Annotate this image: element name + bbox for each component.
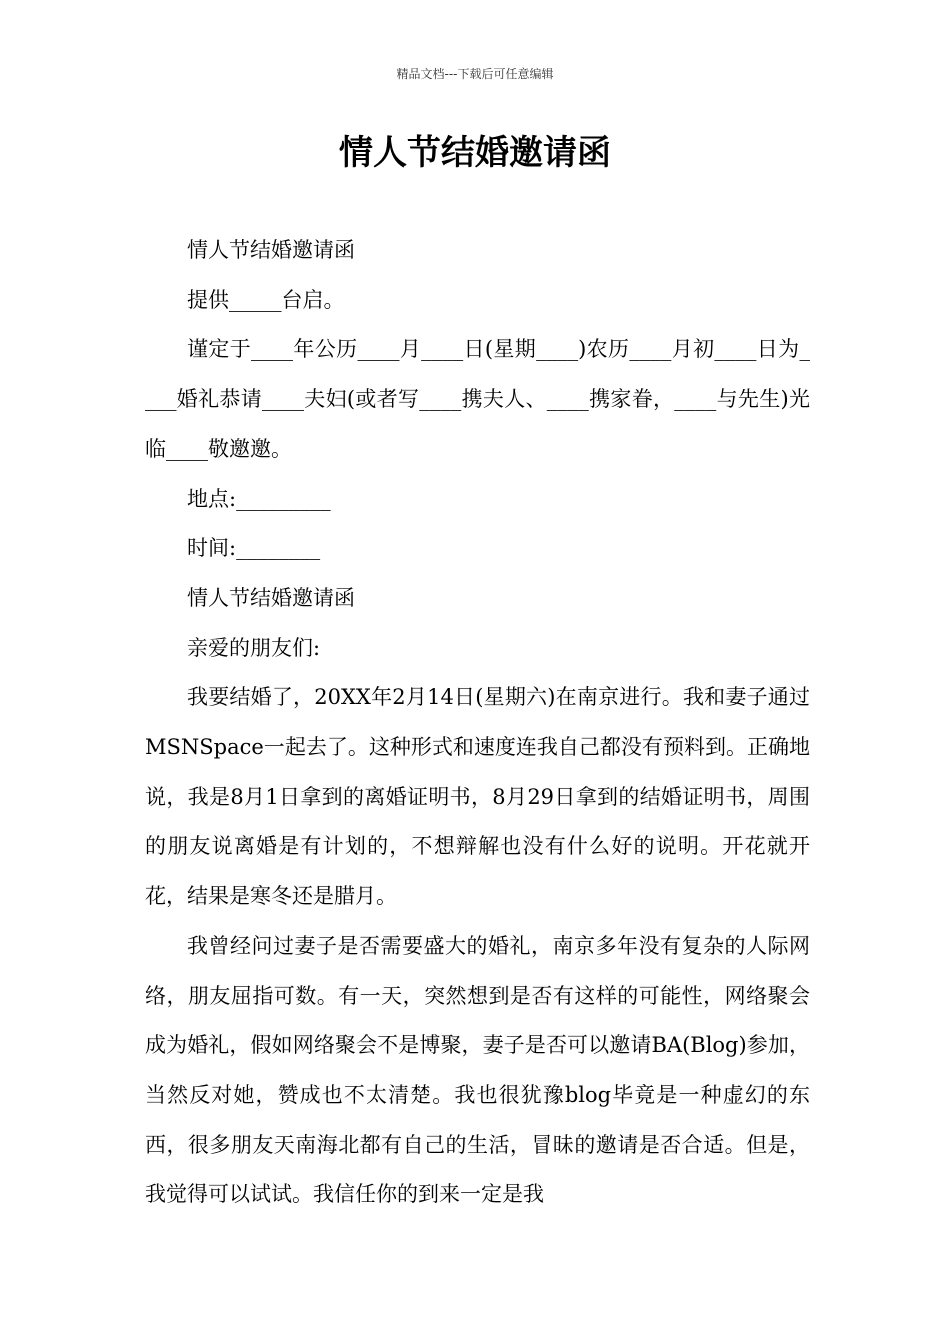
- paragraph-greeting: 亲爱的朋友们:: [187, 635, 321, 660]
- document-body: [145, 226, 810, 1220]
- header-note: 精品文档---下载后可任意编辑: [396, 67, 554, 81]
- paragraph-subtitle-2: 情人节结婚邀请函: [187, 585, 355, 610]
- document-title: 情人节结婚邀请函: [339, 133, 611, 173]
- paragraph-invitation-template: 谨定于____年公历____月____日(星期____)农历____月初____日为____婚礼恭请____夫妇(或者写____携夫人、____携家眷，____与先生)光临____敬邀邀。: [145, 337, 810, 461]
- paragraph-time: 时间:________: [187, 536, 321, 561]
- paragraph-location: 地点:_________: [187, 486, 331, 511]
- paragraph-body: 我要结婚了，20XX年2月14日(星期六)在南京进行。我和妻子通过MSNSpace一起去了。这种形式和速度连我自己都没有预料到。正确地说，我是8月1日拿到的离婚证明书，8月29日拿到的结婚证明书，周围的朋友说离婚是有计划的，不想辩解也没有什么好的说明。开花就开花，结果是寒冬还是腊月。: [145, 685, 810, 909]
- paragraph-addressee: 提供_____台启。: [187, 287, 345, 312]
- paragraph-body: 我曾经问过妻子是否需要盛大的婚礼，南京多年没有复杂的人际网络，朋友屈指可数。有一天，突然想到是否有这样的可能性，网络聚会成为婚礼，假如网络聚会不是博聚，妻子是否可以邀请BA(Blog)参加，当然反对她，赞成也不太清楚。我也很犹豫blog毕竟是一种虚幻的东西，很多朋友天南海北都有自己的生活，冒昧的邀请是否合适。但是，我觉得可以试试。我信任你的到来一定是我: [145, 933, 810, 1207]
- paragraph-subtitle: 情人节结婚邀请函: [187, 238, 355, 262]
